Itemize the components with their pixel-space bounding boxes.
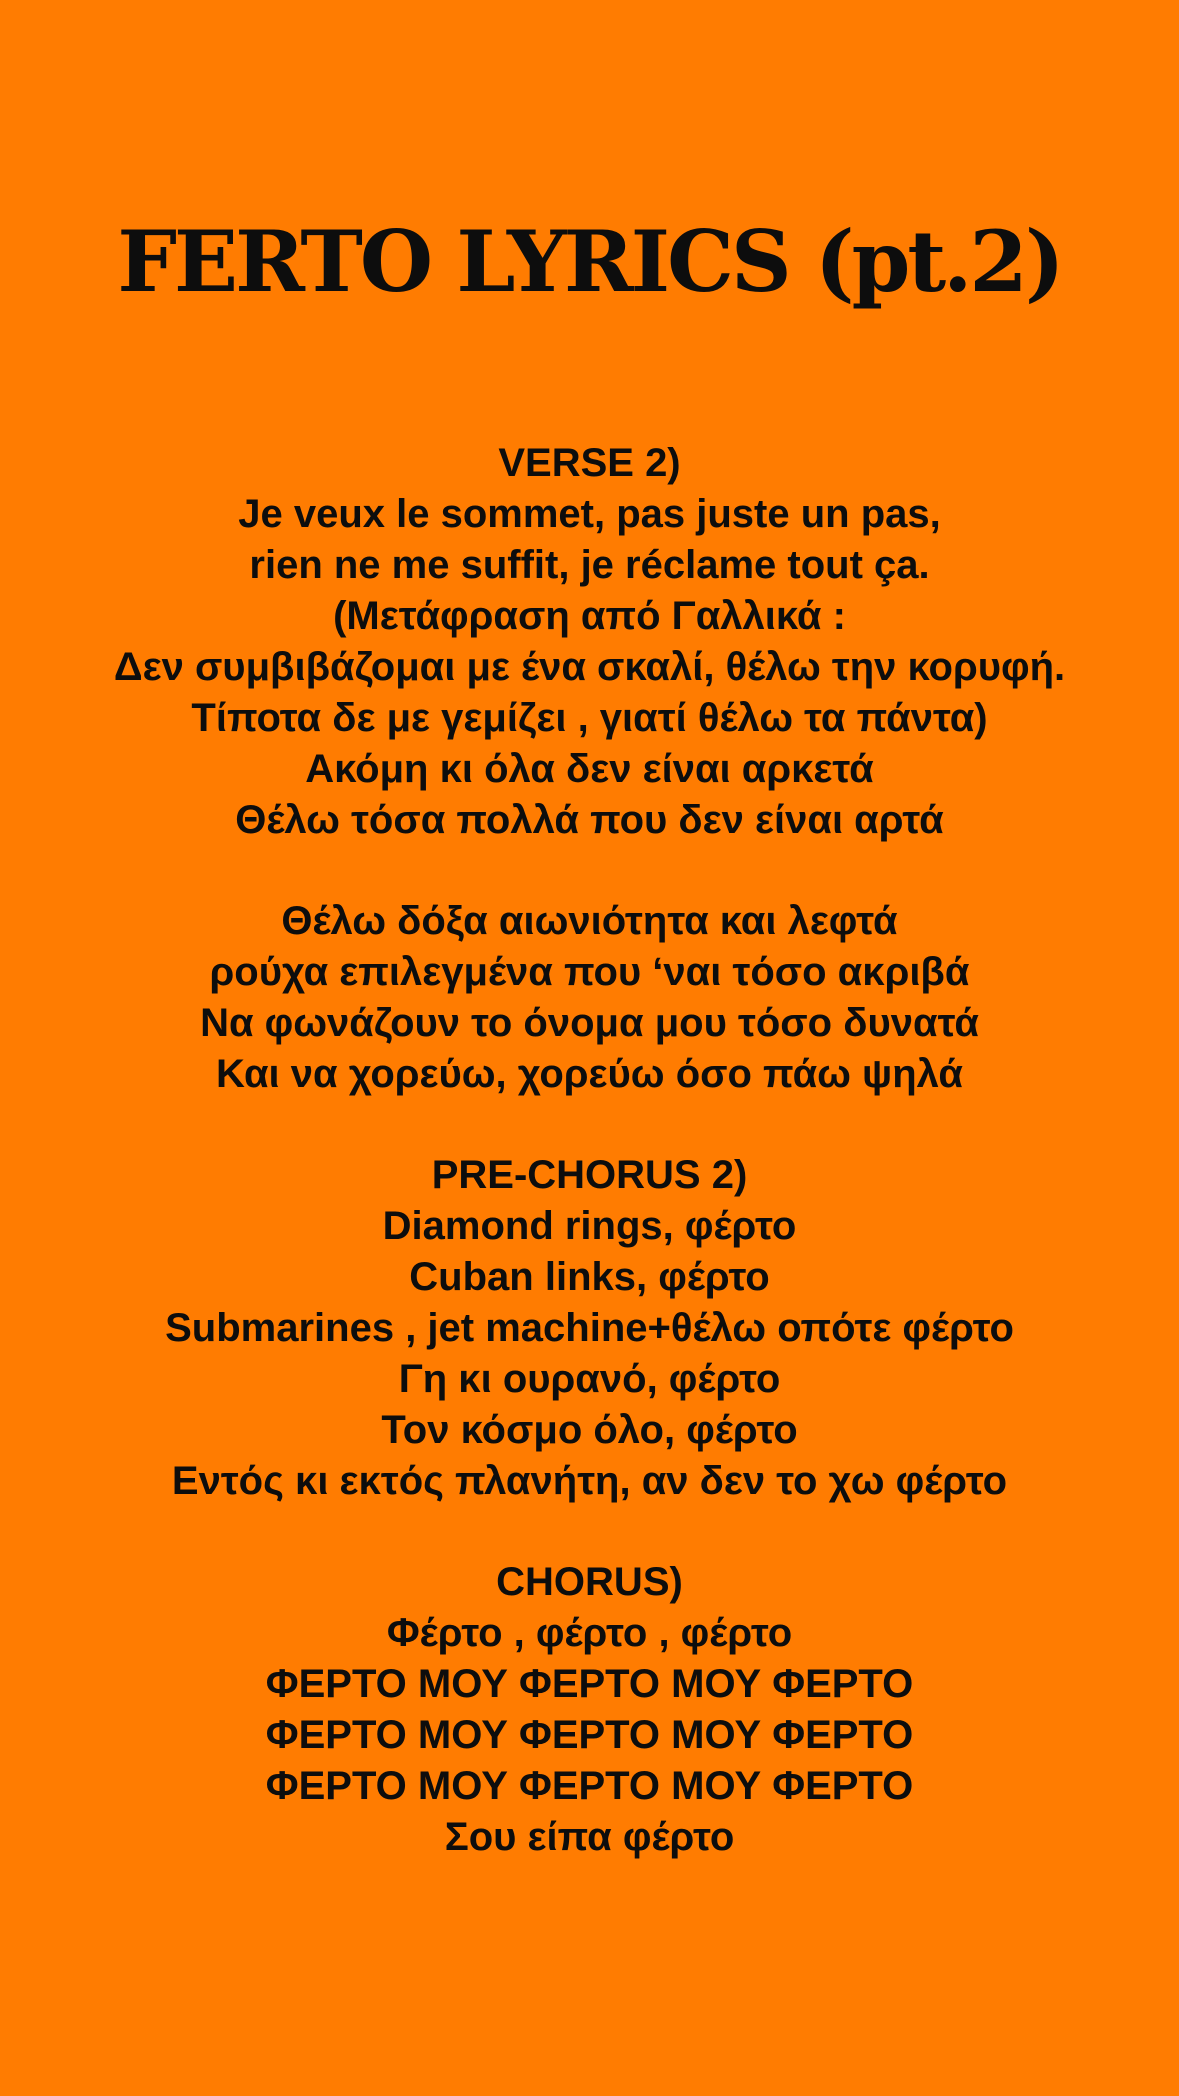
lyric-line: Τον κόσμο όλο, φέρτο	[381, 1408, 798, 1452]
verse-2-continued-block	[0, 896, 1179, 1100]
chorus-block	[0, 1557, 1179, 1863]
lyric-line: Σου είπα φέρτο	[444, 1815, 735, 1859]
lyric-line: Δεν συμβιβάζομαι με ένα σκαλί, θέλω την κορυφή.	[113, 645, 1066, 689]
lyric-line: rien ne me suffit, je réclame tout ça.	[249, 543, 930, 587]
lyric-line: Je veux le sommet, pas juste un pas,	[238, 492, 941, 536]
lyric-line: Θέλω δόξα αιωνιότητα και λεφτά	[281, 899, 898, 943]
lyric-line: Submarines , jet machine+θέλω οπότε φέρτο	[165, 1306, 1014, 1350]
section-heading: PRE-CHORUS 2)	[431, 1153, 748, 1197]
section-heading: CHORUS)	[496, 1560, 683, 1604]
lyric-line: Diamond rings, φέρτο	[382, 1204, 797, 1248]
lyric-line: ρούχα επιλεγμένα που ‘ναι τόσο ακριβά	[209, 950, 970, 994]
lyric-line: ΦΕΡΤΟ ΜΟΥ ΦΕΡΤΟ ΜΟΥ ΦΕΡΤΟ	[265, 1713, 914, 1757]
lyric-line: Θέλω τόσα πολλά που δεν είναι αρτά	[235, 798, 944, 842]
lyric-line: Εντός κι εκτός πλανήτη, αν δεν το χω φέρτο	[171, 1459, 1008, 1503]
lyrics-body	[0, 438, 1179, 1913]
page-title: FERTO LYRICS (pt.2)	[117, 212, 1062, 311]
lyric-line: Και να χορεύω, χορεύω όσο πάω ψηλά	[216, 1052, 963, 1096]
pre-chorus-2-block	[0, 1150, 1179, 1507]
lyric-line: ΦΕΡΤΟ ΜΟΥ ΦΕΡΤΟ ΜΟΥ ΦΕΡΤΟ	[265, 1764, 914, 1808]
lyric-line: Τίποτα δε με γεμίζει , γιατί θέλω τα πάντα)	[191, 696, 988, 740]
lyric-line: (Μετάφραση από Γαλλικά :	[333, 594, 846, 638]
verse-2-block	[0, 438, 1179, 846]
lyric-line: Φέρτο , φέρτο , φέρτο	[386, 1611, 793, 1655]
lyric-line: Γη κι ουρανό, φέρτο	[398, 1357, 781, 1401]
lyric-line: Ακόμη κι όλα δεν είναι αρκετά	[305, 747, 874, 791]
lyric-line: Να φωνάζουν το όνομα μου τόσο δυνατά	[200, 1001, 979, 1045]
section-heading: VERSE 2)	[498, 441, 681, 485]
lyric-line: ΦΕΡΤΟ ΜΟΥ ΦΕΡΤΟ ΜΟΥ ΦΕΡΤΟ	[265, 1662, 914, 1706]
lyric-line: Cuban links, φέρτο	[409, 1255, 770, 1299]
